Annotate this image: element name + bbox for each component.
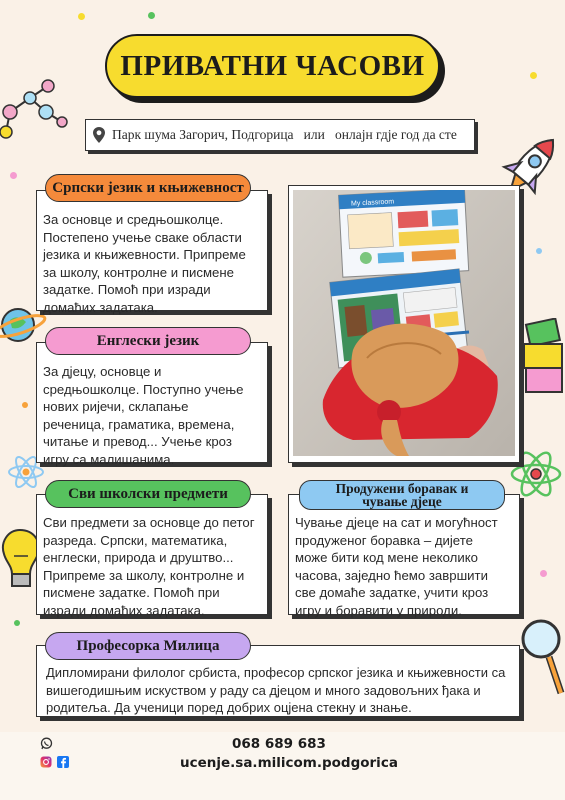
card-line: За основце и средњошколце. [43,212,224,227]
confetti-dot [540,570,547,577]
extended-stay-label [299,480,505,510]
card-line: продуженог боравка – дијете [295,532,473,548]
english-label [45,327,251,355]
confetti-dot [78,13,85,20]
card-line: задатке. Помоћ при изради [43,282,211,298]
serbian-card [36,190,268,315]
location-bar [85,119,475,151]
card-line: разреда. Српски, математика, [43,532,228,548]
confetti-dot [530,72,537,79]
english-card [36,342,268,467]
card-line: читање и превод... Учење кроз [43,434,232,450]
card-line: Сви предмети за основце до петог [43,515,255,530]
card-line: игру и боравити у природи. [295,602,462,618]
phone-number[interactable]: 068 689 683 [232,736,326,752]
card-line: родитеља. Да ученици поред добрих оцјена стекну и знање. [46,700,412,716]
card-line: за школу, контролне и писмене [43,264,234,280]
english-label-text: Енглески језик [96,332,200,349]
teacher-label [45,632,251,660]
teacher-label-text: Професорка Милица [76,637,220,654]
card-line: Чување дјеце на сат и могућност [295,515,498,530]
card-line: све домаће задатке, учити кроз [295,585,489,601]
photo-frame [288,185,520,463]
confetti-dot [14,620,20,626]
extended-stay-label-line1: Продужени боравак и [335,481,469,496]
confetti-dot [536,248,542,254]
confetti-dot [148,12,155,19]
card-line: реченица, граматика, времена, [43,416,235,432]
card-line: језика и књижевности. Припреме [43,247,246,263]
card-line: енглески, природа и друштво... [43,550,234,566]
books-icon [520,318,565,396]
card-line: вишегодишњим искуством у раду са дјецом и много задовољних ђака и [46,682,481,698]
card-line: часова, заједно ћемо завршити [295,567,488,583]
serbian-label-text: Српски језик и књижевност [52,179,244,196]
page-title [105,34,440,98]
location-text: Парк шума Загорич, Подгорица или онлајн гдје год да сте [112,127,457,142]
whatsapp-icon[interactable] [40,737,53,750]
social-handle[interactable]: ucenje.sa.milicom.podgorica [180,755,398,771]
molecule-icon [0,78,72,148]
confetti-dot [22,402,28,408]
all-subjects-label [45,480,251,508]
serbian-label [45,174,251,202]
card-line: За дјецу, основце и [43,364,162,379]
card-line: Припреме за школу, контролне и [43,567,245,583]
workbook-caption: My classroom [350,198,395,208]
confetti-dot [10,172,17,179]
card-line: игру са малишанима. [43,451,175,467]
instagram-icon[interactable] [40,756,52,768]
all-subjects-label-text: Сви школски предмети [68,485,228,502]
card-line: писмене задатке. Помоћ при [43,585,220,601]
magnifier-icon [515,615,565,697]
all-subjects-card [36,494,268,618]
card-line: изради домаћих задатака. [43,602,205,618]
facebook-icon[interactable] [57,756,69,768]
extended-stay-label-line2: чување дјеце [362,494,442,509]
extended-stay-card [288,494,520,618]
card-line: домаћих задатака. [43,299,158,315]
card-line: Дипломирани филолог србиста, професор српског језика и књижевности са [46,665,506,680]
page-title-text: ПРИВАТНИ ЧАСОВИ [120,49,425,82]
child-doing-homework-photo [293,190,515,456]
card-line: може бити код мене неколико [295,550,478,566]
card-line: нових ријечи, склапање [43,399,189,415]
card-line: Постепено учење сваке области [43,229,242,245]
card-line: средњошколце. Поступно учење [43,381,244,397]
location-pin-icon [92,126,106,144]
